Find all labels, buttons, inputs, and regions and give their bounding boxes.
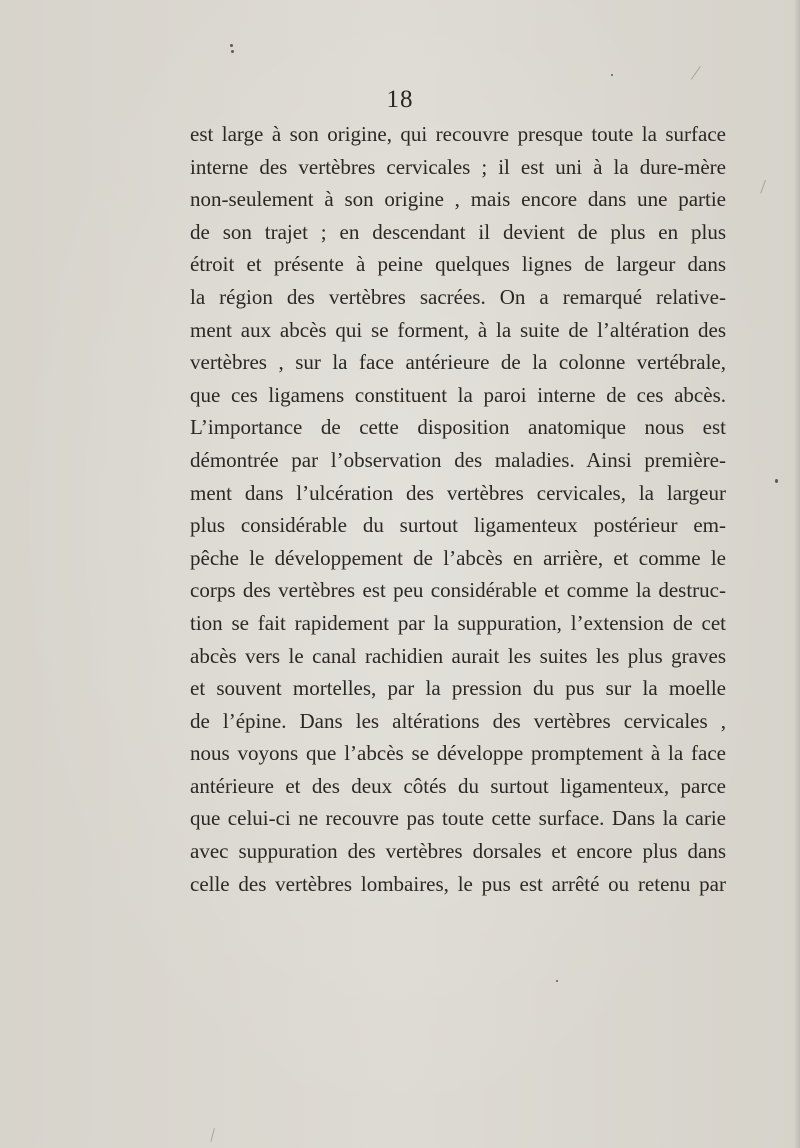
text-line: la région des vertèbres sacrées. On a remarqué relative- xyxy=(190,284,726,309)
text-line: étroit et présente à peine quelques lignes de largeur dans xyxy=(190,252,726,277)
text-line: pêche le développement de l’abcès en arrière, et comme le xyxy=(190,545,726,570)
text-line: celle des vertèbres lombaires, le pus est arrêté ou retenu par xyxy=(190,871,726,896)
text-line: et souvent mortelles, par la pression du pus sur la moelle xyxy=(190,676,726,701)
paper-speck xyxy=(231,50,234,53)
page-number: 18 xyxy=(386,86,414,113)
text-line: est large à son origine, qui recouvre presque toute la surface xyxy=(190,122,726,146)
text-line: démontrée par l’observation des maladies. Ainsi première- xyxy=(190,447,726,472)
text-line: de son trajet ; en descendant il devient de plus en plus xyxy=(190,219,726,244)
paper-speck xyxy=(230,44,233,47)
text-line: que ces ligamens constituent la paroi interne de ces abcès. xyxy=(190,382,726,407)
text-line: ment dans l’ulcération des vertèbres cervicales, la largeur xyxy=(190,480,726,505)
paper-scratch xyxy=(691,66,701,80)
text-line: que celui-ci ne recouvre pas toute cette surface. Dans la carie xyxy=(190,806,726,831)
page-edge-shadow xyxy=(794,0,800,1148)
text-line: de l’épine. Dans les altérations des vertèbres cervicales , xyxy=(190,708,726,733)
paper-speck xyxy=(556,980,558,982)
paper-speck xyxy=(611,74,613,76)
text-line: vertèbres , sur la face antérieure de la colonne vertébrale, xyxy=(190,350,726,375)
text-line: avec suppuration des vertèbres dorsales et encore plus dans xyxy=(190,839,726,864)
text-line: non-seulement à son origine , mais encore dans une partie xyxy=(190,187,726,212)
text-line: antérieure et des deux côtés du surtout ligamenteux, parce xyxy=(190,773,726,798)
text-line: corps des vertèbres est peu considérable et comme la destruc- xyxy=(190,578,726,603)
text-line: ment aux abcès qui se forment, à la suite de l’altération des xyxy=(190,317,726,342)
body-text xyxy=(190,118,726,900)
text-line: interne des vertèbres cervicales ; il est uni à la dure-mère xyxy=(190,154,726,179)
text-line: abcès vers le canal rachidien aurait les suites les plus graves xyxy=(190,643,726,668)
paper-speck xyxy=(775,479,778,483)
text-line: tion se fait rapidement par la suppuration, l’extension de cet xyxy=(190,610,726,635)
text-line: nous voyons que l’abcès se développe promptement à la face xyxy=(190,741,726,766)
text-line: L’importance de cette disposition anatomique nous est xyxy=(190,415,726,440)
paper-scratch xyxy=(210,1128,215,1142)
paper-scratch xyxy=(760,180,766,193)
text-line: plus considérable du surtout ligamenteux postérieur em- xyxy=(190,513,726,538)
